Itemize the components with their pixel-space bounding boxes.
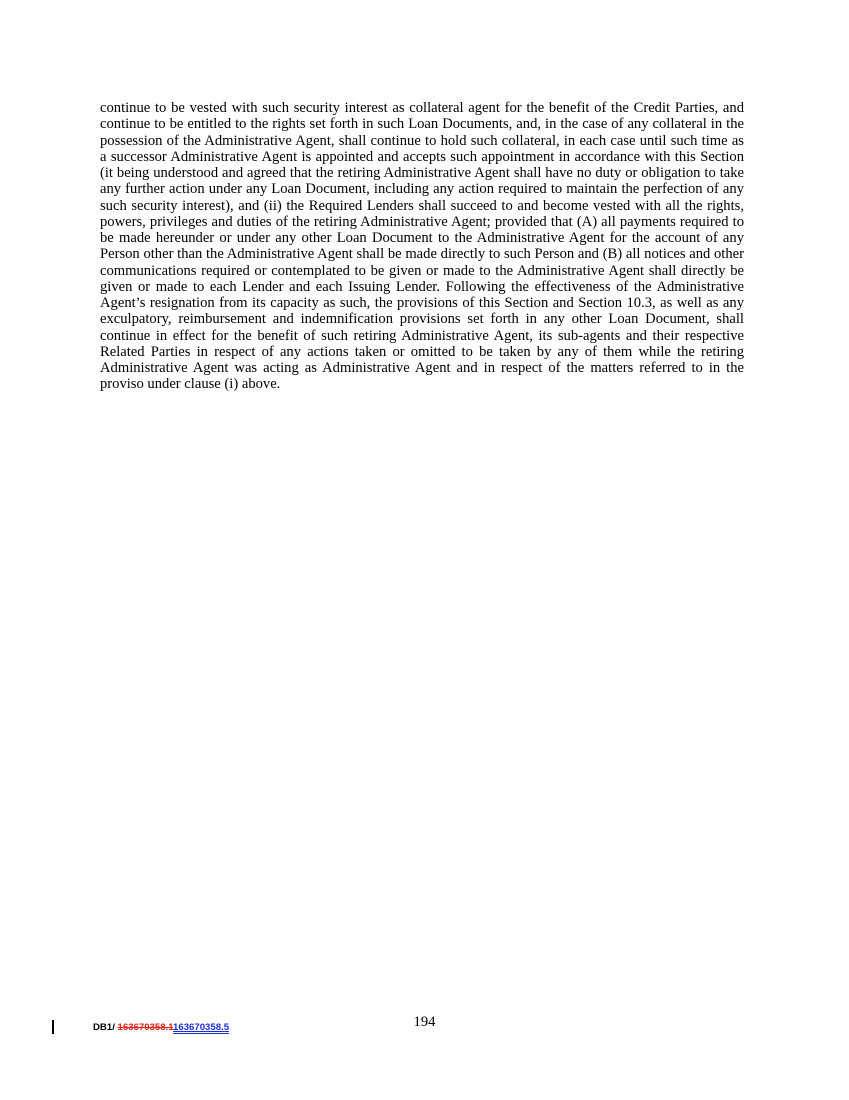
document-id-inserted-version: 163670358.5 bbox=[173, 1022, 230, 1033]
document-id-prefix: DB1/ bbox=[93, 1022, 118, 1033]
page-number: 194 bbox=[413, 1014, 436, 1030]
document-id-deleted-version: 163670358.1 bbox=[117, 1022, 174, 1033]
body-paragraph: continue to be vested with such security interest as collateral agent for the benefit of the Credit Parties, and continue to be entitled to the rights set forth in such Loan Documents, and, in the case of any collateral in the possession of the Administrative Agent, shall continue to hold such collateral, in each case until such time as a successor Administrative Agent is appointed and accepts such appointment in accordance with this Section (it being understood and agreed that the retiring Administrative Agent shall have no duty or obligation to take any further action under any Loan Document, including any action required to maintain the perfection of any such security interest), and (ii) the Required Lenders shall succeed to and become vested with all the rights, powers, privileges and duties of the retiring Administrative Agent; provided that (A) all payments required to be made hereunder or under any other Loan Document to the Administrative Agent for the account of any Person other than the Administrative Agent shall be made directly to such Person and (B) all notices and other communications required or contemplated to be given or made to the Administrative Agent shall directly be given or made to each Lender and each Issuing Lender. Following the effectiveness of the Administrative Agent’s resignation from its capacity as such, the provisions of this Section and Section 10.3, as well as any exculpatory, reimbursement and indemnification provisions set forth in any other Loan Document, shall continue in effect for the benefit of such retiring Administrative Agent, its sub-agents and their respective Related Parties in respect of any actions taken or omitted to be taken by any of them while the retiring Administrative Agent was acting as Administrative Agent and in respect of the matters referred to in the proviso under clause (i) above. bbox=[100, 100, 744, 393]
